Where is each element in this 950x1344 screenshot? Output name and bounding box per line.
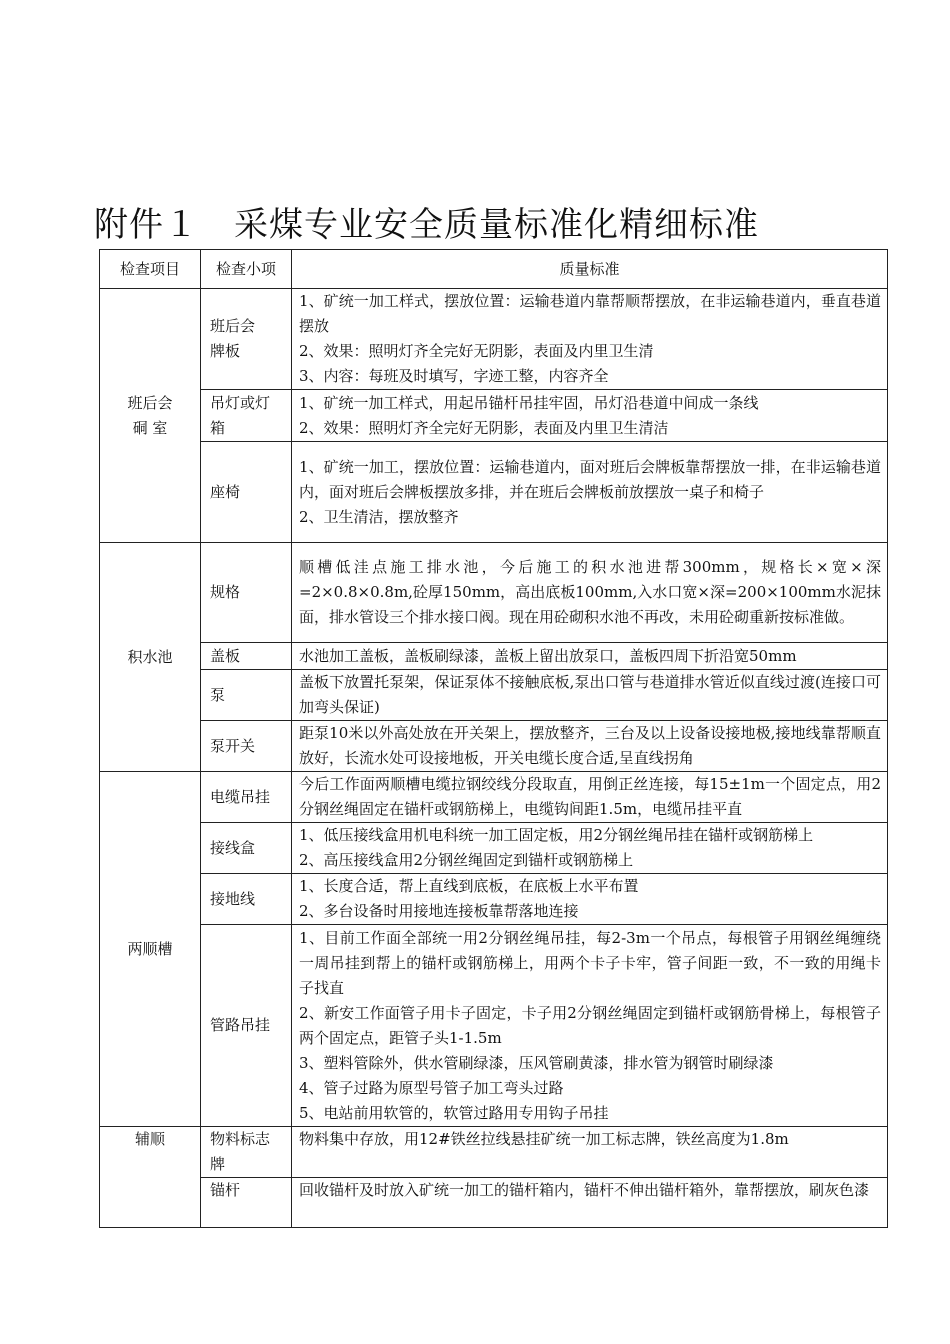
quality-standard-cell (292, 874, 888, 925)
check-subitem-label: 物料标志牌 (210, 1130, 271, 1173)
check-item-label: 两顺槽 (127, 939, 173, 958)
table-row (100, 772, 888, 823)
quality-standard-cell (292, 289, 888, 390)
check-subitem-label: 泵 (210, 685, 226, 704)
standard-line: 顺槽低洼点施工排水池，今后施工的积水池进帮300mm，规格长×宽×深=2×0.8×0.8m,砼厚150mm，高出底板100mm,入水口宽×深=200×100mm水泥抹面，排水管设三个排水接口阀。现在用砼砌积水池不再改，未用砼砌重新按标准做。 (299, 558, 881, 626)
check-subitem-label: 接地线 (210, 889, 256, 908)
table-row (100, 442, 888, 543)
check-subitem-label: 班后会 (210, 317, 256, 335)
standard-line: 1、矿统一加工样式，用起吊锚杆吊挂牢固，吊灯沿巷道中间成一条线 (299, 393, 759, 412)
quality-standard-cell (292, 772, 888, 823)
standard-line: 今后工作面两顺槽电缆拉钢绞线分段取直，用倒正丝连接，每15±1m一个固定点，用2分钢丝绳固定在锚杆或钢筋梯上，电缆钩间距1.5m，电缆吊挂平直 (299, 775, 881, 818)
header-check-item: 检查项目 (100, 250, 201, 289)
check-subitem-cell (201, 1127, 292, 1178)
check-subitem-cell (201, 390, 292, 442)
standard-line: 4、管子过路为原型号管子加工弯头过路 (299, 1078, 564, 1097)
standard-line: 1、矿统一加工，摆放位置：运输巷道内，面对班后会牌板靠帮摆放一排，在非运输巷道内，面对班后会牌板摆放多排，并在班后会牌板前放摆放一桌子和椅子 (299, 457, 881, 501)
standard-line: 1、目前工作面全部统一用2分钢丝绳吊挂，每2-3m一个吊点，每根管子用钢丝绳缠绕一周吊挂到帮上的锚杆或钢筋梯上，用两个卡子卡牢，管子间距一致，不一致的用绳卡子找直 (299, 928, 881, 997)
table-row (100, 1127, 888, 1178)
check-subitem-cell (201, 643, 292, 670)
table-row (100, 1178, 888, 1228)
standard-line: 水池加工盖板，盖板刷绿漆，盖板上留出放泵口，盖板四周下折沿宽50mm (299, 646, 797, 665)
check-subitem-cell (201, 823, 292, 874)
check-subitem-label: 规格 (210, 583, 241, 601)
standard-line: 3、内容：每班及时填写，字迹工整，内容齐全 (299, 367, 609, 385)
check-subitem-cell (201, 925, 292, 1127)
standard-line: 1、低压接线盒用机电科统一加工固定板，用2分钢丝绳吊挂在锚杆或钢筋梯上 (299, 826, 814, 844)
check-item-label: 积水池 (127, 647, 173, 666)
quality-standard-cell (292, 721, 888, 772)
check-item-label: 班后会 (127, 393, 173, 412)
standard-line: 2、多台设备时用接地连接板靠帮落地连接 (299, 902, 579, 920)
check-subitem-label: 牌板 (210, 342, 241, 360)
standards-table (99, 249, 888, 1228)
check-item-cell (100, 1127, 201, 1228)
table-row (100, 543, 888, 643)
standard-line: 物料集中存放，用12#铁丝拉线悬挂矿统一加工标志牌，铁丝高度为1.8m (299, 1130, 789, 1148)
quality-standard-cell (292, 390, 888, 442)
table-row (100, 289, 888, 390)
standard-line: 5、电站前用软管的，软管过路用专用钩子吊挂 (299, 1103, 609, 1122)
quality-standard-cell (292, 670, 888, 721)
standard-line: 2、高压接线盒用2分钢丝绳固定到锚杆或钢筋梯上 (299, 851, 634, 869)
check-subitem-cell (201, 874, 292, 925)
check-subitem-label: 吊灯或灯箱 (210, 393, 271, 437)
standard-line: 1、矿统一加工样式，摆放位置：运输巷道内靠帮顺帮摆放，在非运输巷道内，垂直巷道摆放 (299, 292, 881, 335)
check-subitem-label: 盖板 (210, 646, 241, 665)
standard-line: 盖板下放置托泵架，保证泵体不接触底板,泵出口管与巷道排水管近似直线过渡(连接口可加弯头保证) (299, 673, 881, 716)
check-subitem-cell (201, 1178, 292, 1228)
check-subitem-cell (201, 670, 292, 721)
document-title: 附件１ 采煤专业安全质量标准化精细标准 (94, 205, 759, 245)
check-item-cell (100, 289, 201, 543)
check-item-cell (100, 772, 201, 1127)
quality-standard-cell (292, 823, 888, 874)
quality-standard-cell (292, 643, 888, 670)
standard-line: 2、新安工作面管子用卡子固定，卡子用2分钢丝绳固定到锚杆或钢筋骨梯上，每根管子两个固定点，距管子头1-1.5m (299, 1003, 881, 1047)
check-subitem-label: 锚杆 (210, 1181, 241, 1199)
table-row (100, 874, 888, 925)
check-subitem-cell (201, 289, 292, 390)
table-row (100, 390, 888, 442)
check-subitem-label: 接线盒 (210, 838, 256, 857)
quality-standard-cell (292, 925, 888, 1127)
check-subitem-cell (201, 721, 292, 772)
standard-line: 3、塑料管除外，供水管刷绿漆，压风管刷黄漆，排水管为钢管时刷绿漆 (299, 1053, 774, 1072)
standard-line: 回收锚杆及时放入矿统一加工的锚杆箱内，锚杆不伸出锚杆箱外，靠帮摆放，刷灰色漆 (299, 1181, 870, 1199)
check-subitem-cell (201, 543, 292, 643)
standard-line: 1、长度合适，帮上直线到底板，在底板上水平布置 (299, 877, 639, 895)
table-row (100, 721, 888, 772)
table-row (100, 643, 888, 670)
check-item-cell (100, 543, 201, 772)
quality-standard-cell (292, 1127, 888, 1178)
standard-line: 2、效果：照明灯齐全完好无阴影，表面及内里卫生清洁 (299, 418, 669, 437)
quality-standard-cell (292, 1178, 888, 1228)
table-row (100, 925, 888, 1127)
table-row (100, 670, 888, 721)
check-item-label: 辅顺 (134, 1130, 165, 1148)
standard-line: 2、卫生清洁，摆放整齐 (299, 507, 459, 526)
standard-line: 2、效果：照明灯齐全完好无阴影，表面及内里卫生清 (299, 342, 654, 360)
quality-standard-cell (292, 543, 888, 643)
check-item-label: 硐 室 (132, 418, 168, 437)
check-subitem-cell (201, 442, 292, 543)
check-subitem-label: 泵开关 (210, 736, 256, 755)
table-header-row (100, 250, 888, 289)
check-subitem-cell (201, 772, 292, 823)
header-check-subitem: 检查小项 (201, 250, 292, 289)
table-body (100, 289, 888, 1228)
table-row (100, 823, 888, 874)
quality-standard-cell (292, 442, 888, 543)
check-subitem-label: 管路吊挂 (210, 1016, 271, 1034)
check-subitem-label: 电缆吊挂 (210, 787, 271, 806)
check-subitem-label: 座椅 (210, 482, 241, 501)
header-quality-standard: 质量标准 (292, 250, 888, 289)
standard-line: 距泵10米以外高处放在开关架上，摆放整齐，三台及以上设备设接地极,接地线靠帮顺直放好，长流水处可设接地板，开关电缆长度合适,呈直线拐角 (299, 724, 881, 767)
